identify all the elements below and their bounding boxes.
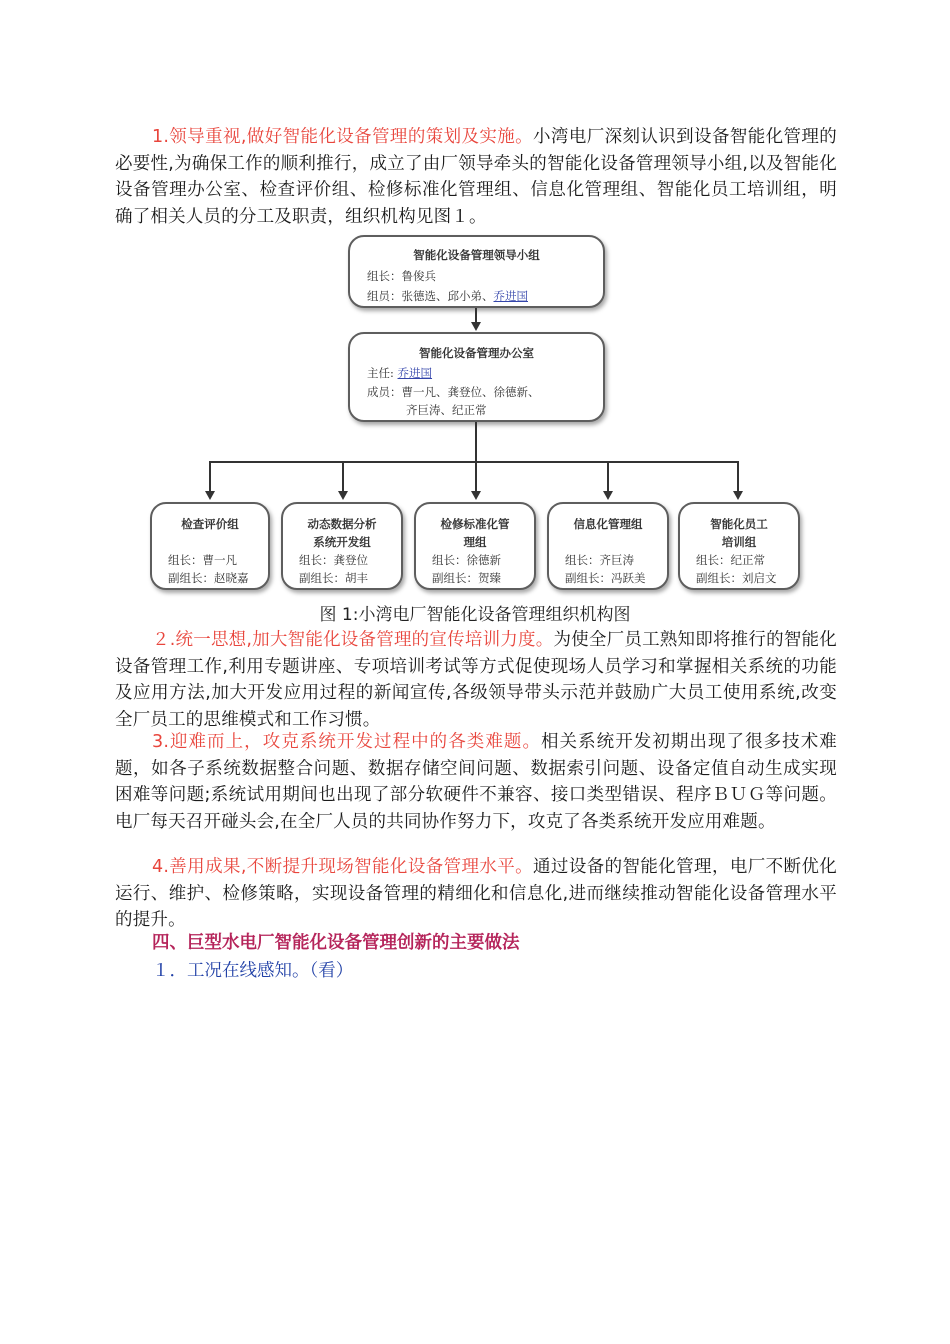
group-deputy: 副组长：刘启文 [696,571,777,585]
paragraph-4 [115,854,837,934]
group-deputy: 副组长：冯跃美 [565,571,646,585]
paragraph-2 [115,627,837,733]
paragraph-4-lead: 4.善用成果,不断提升现场智能化设备管理水平。 [152,857,534,877]
group-leader: 组长：龚登位 [299,553,368,567]
paragraph-2-lead: ２.统一思想,加大智能化设备管理的宣传培训力度。 [152,630,554,650]
org-chart [145,230,810,600]
org-box-group-4 [547,502,669,590]
paragraph-1-body: 小湾电厂深刻认识到设备智能化管理的必要性,为确保工作的顺利推行，成立了由厂领导牵头的智能化设备管理领导小组,以及智能化设备管理办公室、检查评价组、检修标准化管理组、信息化管理组、智能化员工培训组，明确了相关人员的分工及职责，组织机构见图１。 [115,127,837,227]
org-box-title: 智能化设备管理领导小组 [413,248,540,262]
org-box-group-5 [678,502,800,590]
paragraph-4-body: 通过设备的智能化管理，电厂不断优化运行、维护、检修策略，实现设备管理的精细化和信息化,进而继续推动智能化设备管理水平的提升。 [115,857,837,930]
group-title-2: 培训组 [721,535,757,549]
group-leader: 组长：徐德新 [432,553,501,567]
org-director-line: 主任: 乔进国 [367,366,433,380]
paragraph-3-lead: 3.迎难而上，攻克系统开发过程中的各类难题。 [152,732,541,752]
group-title: 检查评价组 [181,517,239,531]
org-box-group-1 [150,502,270,590]
paragraph-2-body: 为使全厂员工熟知即将推行的智能化设备管理工作,利用专题讲座、专项培训考试等方式促使现场人员学习和掌握相关系统的功能及应用方法,加大开发应用过程的新闻宣传,各级领导带头示范并鼓励广大员工使用系统,改变全厂员工的思维模式和工作习惯。 [115,630,837,730]
group-title: 动态数据分析 [307,517,377,531]
org-box-group-2 [281,502,403,590]
group-deputy: 副组长：贺臻 [432,571,501,585]
org-box-group-3 [414,502,536,590]
org-box-leadership [348,235,605,308]
subsection-heading: １．工况在线感知。（看） [152,961,354,981]
org-members-line: 组员：张德选、邱小弟、乔进国 [367,289,528,303]
paragraph-3-body: 相关系统开发初期出现了很多技术难题，如各子系统数据整合问题、数据存储空间问题、数据索引问题、设备定值自动生成实现困难等问题;系统试用期间也出现了部分软硬件不兼容、接口类型错误、程序ＢＵＧ等问题。电厂每天召开碰头会,在全厂人员的共同协作努力下，攻克了各类系统开发应用难题。 [115,732,837,832]
org-box-title: 智能化设备管理办公室 [419,346,534,360]
group-deputy: 副组长：赵晓嘉 [168,571,249,585]
group-title-2: 理组 [463,535,487,549]
group-title: 信息化管理组 [573,517,643,531]
group-deputy: 副组长：胡丰 [299,571,368,585]
group-leader: 组长：曹一凡 [168,553,237,567]
figure-caption: 图 1:小湾电厂智能化设备管理组织机构图 [319,605,631,625]
paragraph-3 [115,729,837,835]
group-leader: 组长：纪正常 [696,553,765,567]
group-title: 检修标准化管 [440,517,510,531]
paragraph-1-lead: 1.领导重视,做好智能化设备管理的策划及实施。 [152,127,534,147]
section-heading: 四、巨型水电厂智能化设备管理创新的主要做法 [152,933,520,953]
org-leader-line: 组长：鲁俊兵 [367,269,436,283]
group-leader: 组长：齐巨涛 [565,553,634,567]
org-box-office [348,332,605,422]
org-members-line-2: 齐巨涛、纪正常 [406,403,487,417]
group-title-2: 系统开发组 [313,535,371,549]
group-title: 智能化员工 [710,517,768,531]
paragraph-1 [115,124,837,230]
org-members-line: 成员：曹一凡、龚登位、徐德新、 [367,385,540,399]
